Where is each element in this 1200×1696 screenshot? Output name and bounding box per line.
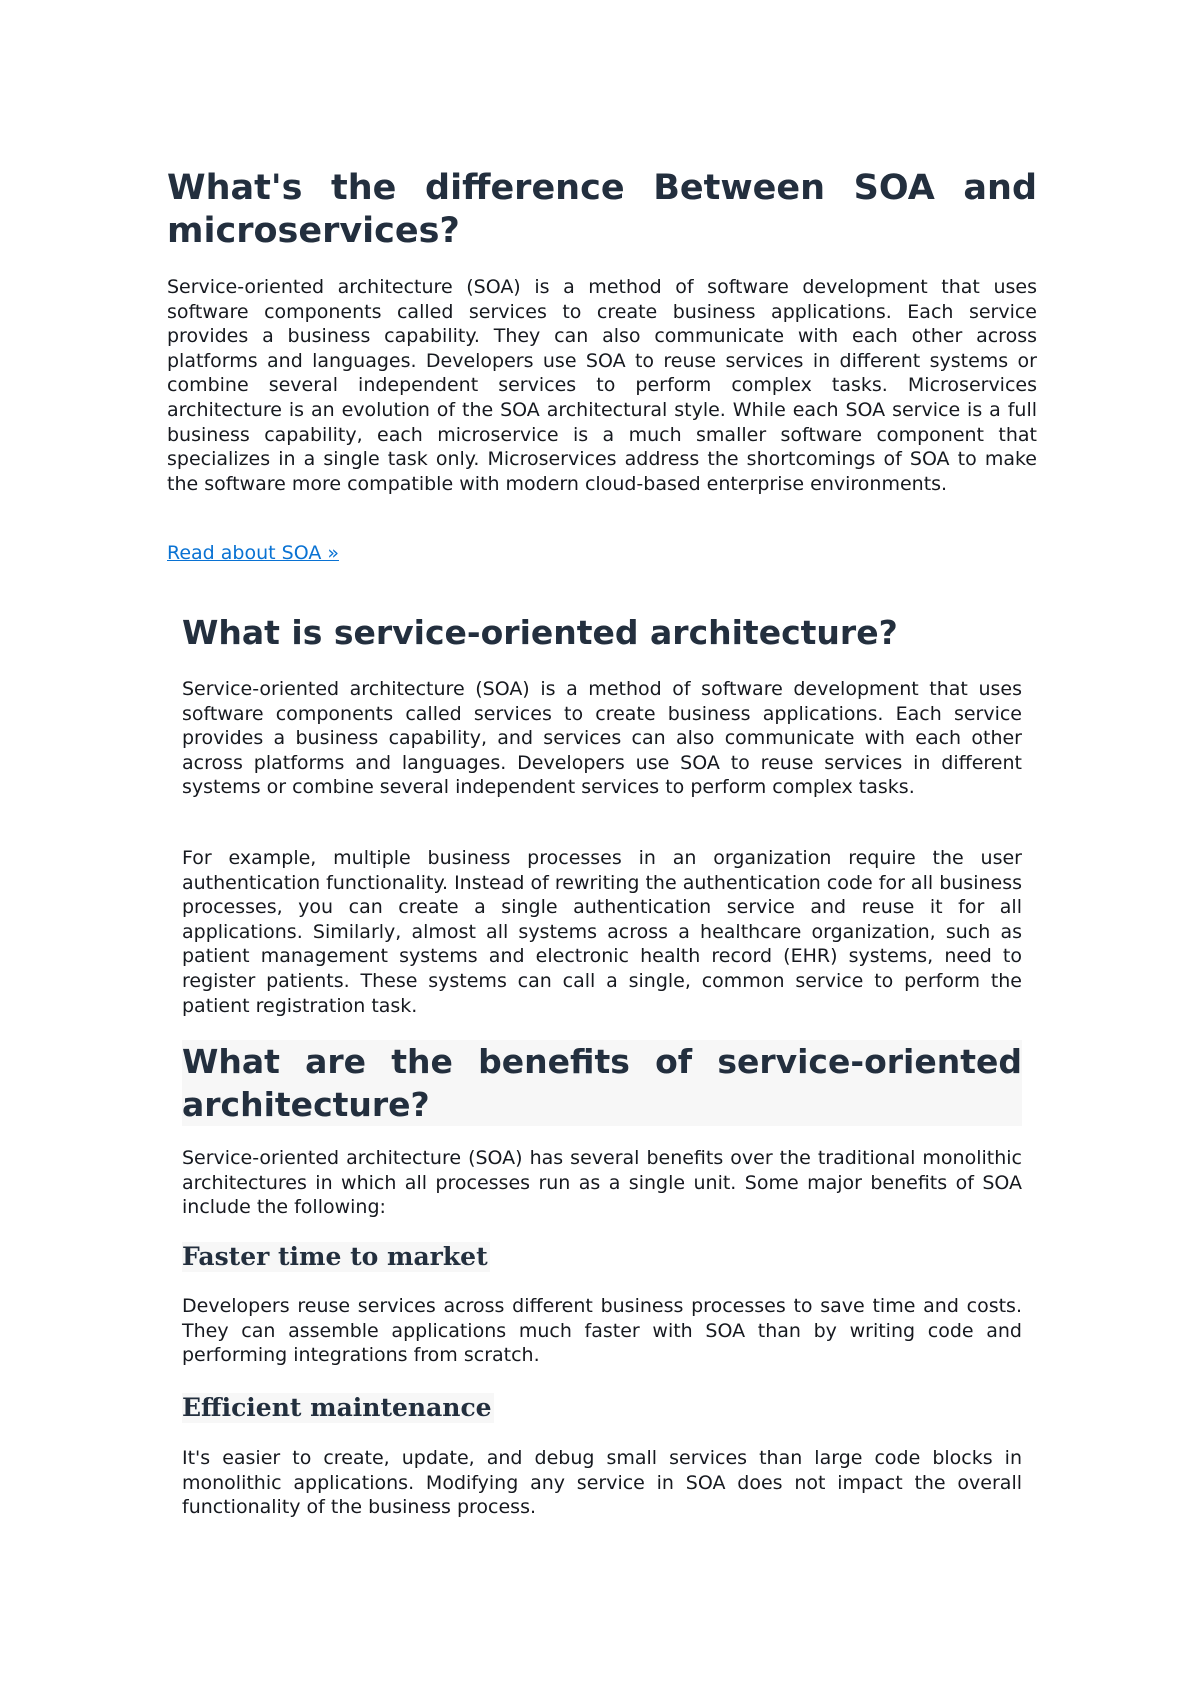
paragraph-soa-vs-microservices: Service-oriented architecture (SOA) is a method of software development that uses software components called services to create business applications. Each service provides a business capability. They can also communicate with each other across platforms and languages. Developers use SOA to reuse services in different systems or combine several independent services to perform complex tasks. Microservices architecture is an evolution of the SOA architectural style. While each SOA service is a full business capability, each microservice is a much smaller software component that specializes in a single task only. Microservices address the shortcomings of SOA to make the software more compatible with modern cloud-based enterprise environments. (167, 276, 1037, 495)
subheading-faster-time-to-market: Faster time to market (182, 1242, 488, 1271)
paragraph-benefits-intro: Service-oriented architecture (SOA) has several benefits over the traditional monolithic architectures in which all processes run as a single unit. Some major benefits of SOA include the following: (182, 1147, 1022, 1219)
paragraph-soa-example: For example, multiple business processes in an organization require the user authentication functionality. Instead of rewriting the authentication code for all business processes, you can create a single authentication service and reuse it for all applications. Similarly, almost all systems across a healthcare organization, such as patient management systems and electronic health record (EHR) systems, need to register patients. These systems can call a single, common service to perform the patient registration task. (182, 847, 1022, 1017)
subheading-efficient-maintenance: Efficient maintenance (182, 1393, 492, 1422)
paragraph-soa-definition: Service-oriented architecture (SOA) is a method of software development that uses software components called services to create business applications. Each service provides a business capability, and services can also communicate with each other across platforms and languages. Developers use SOA to reuse services in different systems or combine several independent services to perform complex tasks. (182, 678, 1022, 799)
heading-soa-benefits: What are the benefits of service-oriented architecture? (182, 1042, 1022, 1124)
read-about-soa-link[interactable]: Read about SOA » (167, 542, 339, 564)
heading-what-is-soa: What is service-oriented architecture? (182, 613, 898, 652)
paragraph-faster-time-to-market: Developers reuse services across different business processes to save time and costs. They can assemble applications much faster with SOA than by writing code and performing integrations from scratch. (182, 1295, 1022, 1367)
paragraph-efficient-maintenance: It's easier to create, update, and debug small services than large code blocks in monolithic applications. Modifying any service in SOA does not impact the overall functionality of the business process. (182, 1447, 1022, 1519)
heading-soa-vs-microservices: What's the difference Between SOA and microservices? (167, 168, 1037, 251)
